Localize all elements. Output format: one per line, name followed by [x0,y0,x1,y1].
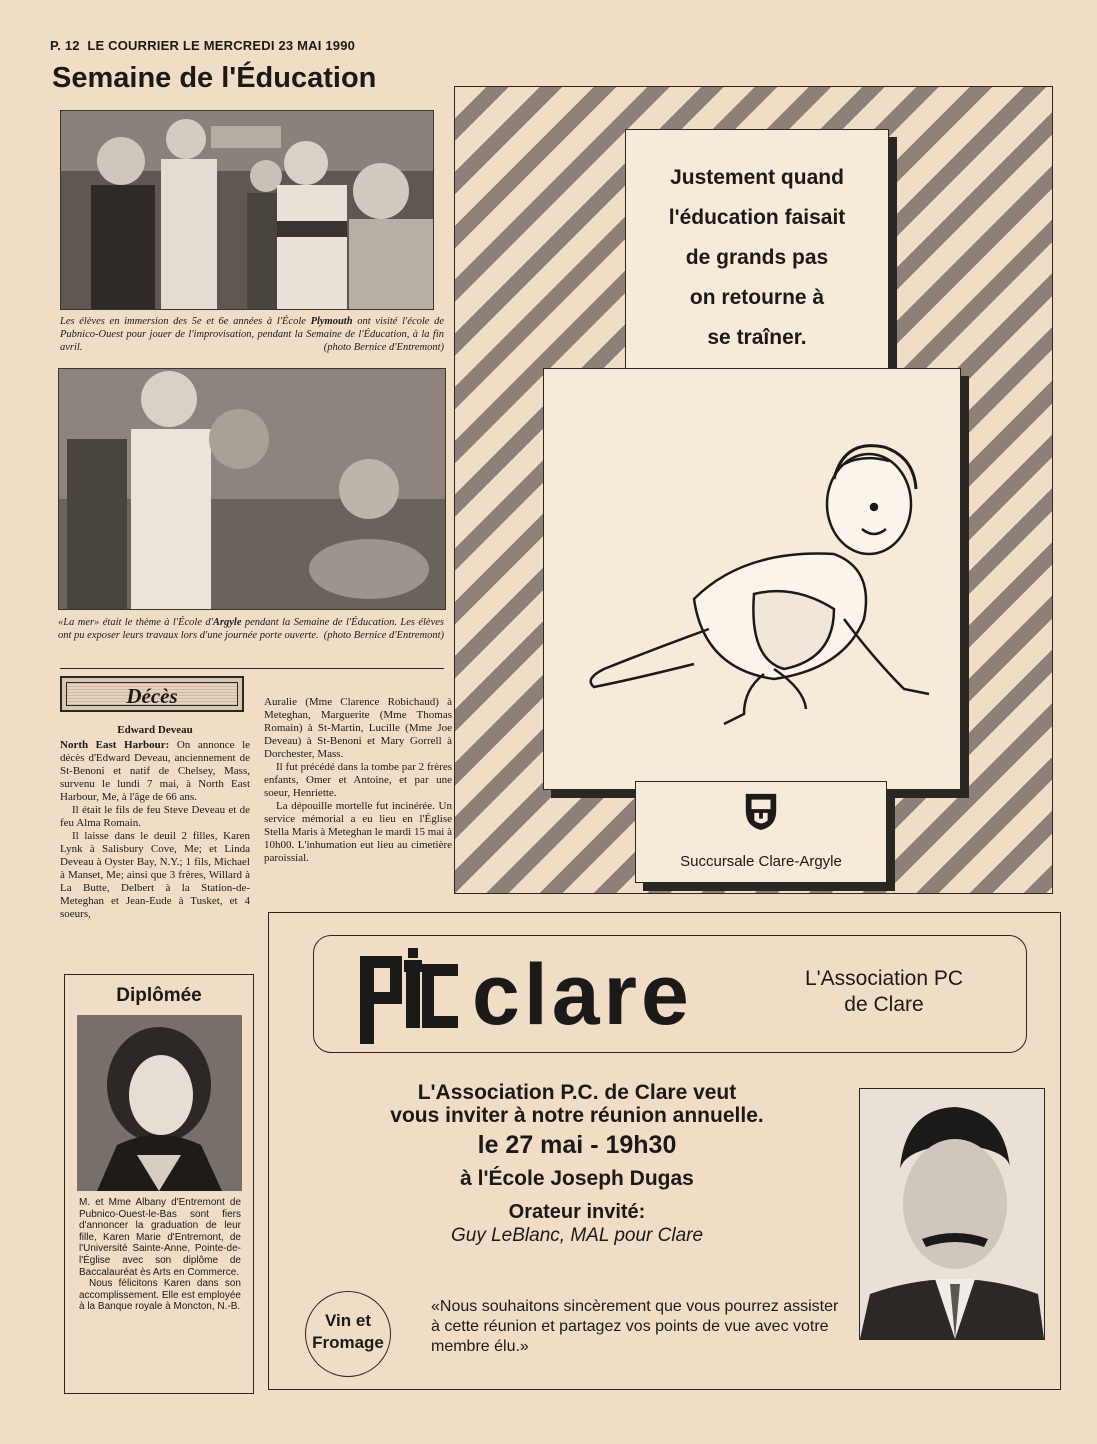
speaker-name: Guy LeBlanc, MAL pour Clare [450,1225,704,1246]
credit-union-logo-icon [742,790,780,832]
ad-pc-clare [268,912,1061,1390]
page-header [50,38,355,53]
obituary-name: Edward Deveau [117,724,193,736]
ad-education [454,86,1053,894]
photo-argyle-sea-theme [58,368,446,610]
diplomee-text: M. et Mme Albany d'Entremont de Pubnico-Ouest-le-Bas sont fiers d'annoncer la graduation de leur fille, Karen Marie d'Entremont, de l'Université Sainte-Anne, Pointe-de-l'Église avec son diplôme de Baccalauréat ès Arts en Commerce. Nous félicitons Karen dans son accomplissement. Elle est employée à la Banque royale à Moncton, N.-B. [79,1197,241,1313]
pc-association-name: L'Association PC de Clare [804,967,964,1016]
publication-date: LE COURRIER LE MERCREDI 23 MAI 1990 [87,38,356,53]
wine-cheese-badge: Vin et Fromage [305,1291,391,1377]
divider [60,668,444,669]
member-quote: «Nous souhaitons sincèrement que vous pourrez assister à cette réunion et partagez vos points de vue avec votre membre élu.» [431,1298,839,1355]
caption-photo1: Les élèves en immersion des 5e et 6e années à l'École Plymouth ont visité l'école de Pubnico-Ouest pour jouer de l'improvisation, pendant la Semaine de l'Éducation, à la fin avril. (photo Bernice d'Entremont) [60,316,444,353]
photo-credit: (photo Bernice d'Entremont) [323,630,444,641]
section-title: Semaine de l'Éducation [52,62,377,94]
speaker-label: Orateur invité: [508,1201,646,1223]
crawling-baby-illustration [543,368,961,790]
page-number: P. 12 [50,38,80,53]
diplomee-box [64,974,254,1394]
deces-heading: Décès [66,682,238,706]
meeting-place: à l'École Joseph Dugas [460,1167,694,1190]
photo-plymouth-students [60,110,434,310]
credit-union-logo-box [635,781,887,883]
photo-credit: (photo Bernice d'Entremont) [323,342,444,353]
speaker-photo [859,1088,1045,1340]
obituary-column-2: Auralie (Mme Clarence Robichaud) à Meteghan, Marguerite (Mme Thomas Romain) à St-Martin, Lucille (Mme Joe Deveau) à St-Benoni et Mary Gorrell à Dorchester, Mass. Il fut précédé dans la tombe par 2 frères enfants, Omer et Antoine, et par une soeur, Henriette. La dépouille mortelle fut incinérée. Un service mémorial a eu lieu en l'Église Stella Maris à Meteghan le mardi 15 mai à 10h00. L'inhumation eut lieu au cimetière paroissial. [264,696,452,864]
graduate-photo [77,1015,242,1191]
obituary-place: North East Harbour: [60,739,170,751]
pc-clare-logo [360,944,730,1044]
ad-message: Justement quand l'éducation faisait de grands pas on retourne à se traîner. [668,166,846,349]
logo-caption: Succursale Clare-Argyle [680,853,842,870]
caption-photo2: «La mer» était le thème à l'École d'Argyle pendant la Semaine de l'Éducation. Les élèves ont pu exposer leurs travaux lors d'une journée porte ouverte. (photo Bernice d'Entremont) [58,617,444,641]
deces-heading-box [60,676,244,712]
pc-banner [313,935,1027,1053]
meeting-date: le 27 mai - 19h30 [477,1131,677,1159]
ad-message-box [625,129,889,401]
diplomee-heading: Diplômée [116,985,202,1006]
svg-text:clare: clare [472,947,693,1043]
obituary-column-1: Edward Deveau North East Harbour: On annonce le décès d'Edward Deveau, anciennement de St-Benoni et natif de Chelsey, Mass, survenu le lundi 7 mai, à North East Harbour, Me, à l'âge de 66 ans. Il était le fils de feu Steve Deveau et de feu Alma Romain. Il laisse dans le deuil 2 filles, Karen Lynk à Salisbury Cove, Me; et Linda Deveau à Oyster Bay, N.Y.; 1 fils, Michael à Manset, Me; ainsi que 3 frères, Willard à La Butte, Delbert à la Station-de-Meteghan et Jean-Eude à Tusket, et 4 soeurs, [60,724,251,920]
invitation-text: L'Association P.C. de Clare veut vous inviter à notre réunion annuelle. [390,1081,764,1127]
